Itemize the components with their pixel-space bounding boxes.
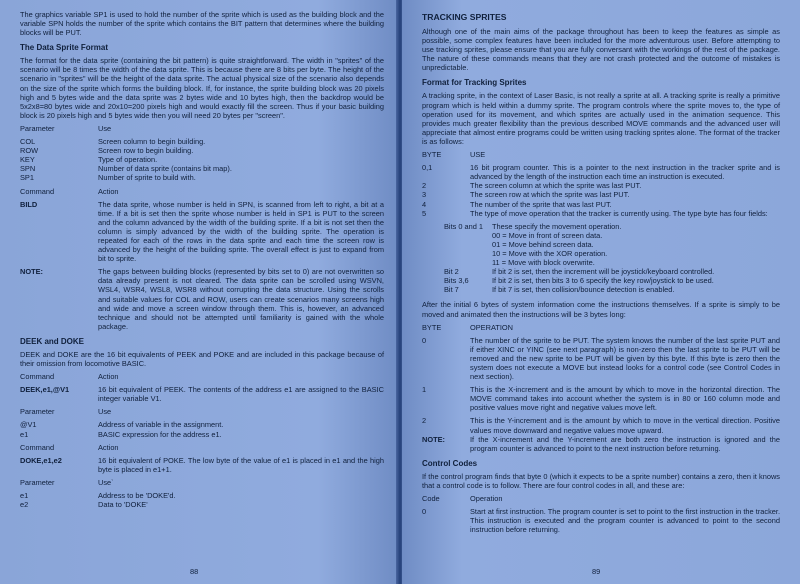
table-row: 2 The screen column at which the sprite was last PUT. xyxy=(422,181,642,191)
doke-command-table xyxy=(20,443,384,474)
col-header: Command xyxy=(20,442,55,452)
code-operation-table xyxy=(422,494,780,534)
list-item: 01 = Move behind screen data. xyxy=(492,239,594,249)
note-text: If the X-increment and the Y-increment are both zero the instruction is ignored and the program counter is advanced to point to the next instruction before returning. xyxy=(470,434,780,453)
table-row xyxy=(20,267,384,331)
deek-doke-text: DEEK and DOKE are the 16 bit equivalents of PEEK and POKE and are included in this package because of their omission from locomotive BASIC. xyxy=(20,349,384,368)
note-label: NOTE: xyxy=(20,267,43,277)
table-row: DOKE,e1,e2 16 bit equivalent of POKE. The low byte of the value of e1 is placed in e1 and the high byte is placed in e1+1. xyxy=(20,455,384,474)
doke-command: DOKE,e1,e2 xyxy=(20,455,62,465)
col-header: USE xyxy=(470,150,486,160)
table-row: 5 The type of move operation that the tracker is currently using. The type byte has four fields: xyxy=(422,208,768,218)
table-row: Bit 2 If bit 2 is set, then the increment will be joystick/keyboard controlled. xyxy=(444,267,715,277)
table-row xyxy=(422,435,780,453)
table-row: 0,1 16 bit program counter. This is a pointer to the next instruction in the tracker sprite and is advanced by the length of the instruction each time an instruction is executed. xyxy=(422,163,780,182)
col-header: BYTE xyxy=(422,322,442,332)
col-header: Action xyxy=(98,372,119,382)
list-item: 10 = Move with the XOR operation. xyxy=(492,248,608,258)
col-header: Use` xyxy=(98,477,114,487)
col-header: Action xyxy=(98,186,119,196)
tracking-sprites-title: TRACKING SPRITES xyxy=(422,12,507,22)
table-row: DEEK,e1,@V1 16 bit equivalent of PEEK. The contents of the address e1 are assigned to the BASIC integer variable V1. xyxy=(20,385,384,404)
left-page xyxy=(0,0,398,584)
control-codes-heading: Control Codes xyxy=(422,458,478,468)
data-sprite-format-heading: The Data Sprite Format xyxy=(20,43,109,53)
right-page xyxy=(402,0,800,584)
col-header: Use xyxy=(98,407,112,417)
deek-command-table xyxy=(20,372,384,403)
table-row: 2 This is the Y-increment and is the amount by which to move in the vertical direction. Positive values move downward and negative values move upward. xyxy=(422,416,780,435)
col-header: OPERATION xyxy=(470,322,513,332)
col-header: Code xyxy=(422,494,440,504)
byte-use-table xyxy=(422,150,780,218)
table-row: Bit 7 If bit 7 is set, then collision/bounce detection is enabled. xyxy=(444,285,675,295)
table-row: 0 Start at first instruction. The program counter is set to point to the first instruction in the tracker. This instruction is executed and the program counter is advanced to point to the second instruction before returning. xyxy=(422,507,780,535)
col-header: Parameter xyxy=(20,123,55,133)
col-header: BYTE xyxy=(422,150,442,160)
table-row: 1 This is the X-increment and is the amount by which to move in the horizontal direction. The MOVE command takes into account whether the system is in 80 or 160 column mode and positive values move right and negative values move left. xyxy=(422,385,780,413)
deek-parameter-table xyxy=(20,407,384,438)
table-row: 0 The number of the sprite to be PUT. The system knows the number of the last sprite PUT and if either XINC or YINC (see next paragraph) is non-zero then the last sprite to be PUT will be removed and the new sprite to be PUT will be given by this byte. If this byte is zero then the system does not execute a MOVE but instead looks for a control code (see Control Codes in next section). xyxy=(422,335,780,382)
table-row: SP1 Number of sprite to build with. xyxy=(20,173,196,183)
tracking-format-heading: Format for Tracking Sprites xyxy=(422,78,527,88)
left-intro: The graphics variable SP1 is used to hold the number of the sprite which is used as the building block and the variable SPN holds the number of the sprite which contains the BIT pattern that determines where the building blocks will be PUT. xyxy=(20,10,384,38)
col-header: Parameter xyxy=(20,477,55,487)
table-row: e1 Address to be 'DOKE'd. xyxy=(20,491,176,501)
note-label: NOTE: xyxy=(422,434,445,444)
table-row: 4 The number of the sprite that was last PUT. xyxy=(422,199,612,209)
table-row: KEY Type of operation. xyxy=(20,155,158,165)
table-row: e1 BASIC expression for the address e1. xyxy=(20,429,222,439)
col-header: Action xyxy=(98,442,119,452)
table-row: @V1 Address of variable in the assignment. xyxy=(20,420,224,430)
table-row: ROW Screen row to begin building. xyxy=(20,146,194,156)
data-sprite-format-text: The format for the data sprite (containing the bit pattern) is quite straightforward. The width in "sprites" of the scenario will be 8 times the width of the data sprite. This is because there are 8 bits per byte. The height of the scenario in "sprites" will be the height of the data sprite. The actual physical size of the scenario also depends on the size of the sprite which forms the building block. If, for instance, the sprite building block was 20 pixels high and 5 bytes wide and the data sprite was 2 bytes wide and 10 bytes high, then the backdrop would be 5x2x8=80 bytes wide and 20x10=200 pixels high and would exactly fill the screen. Thus if your basic building block is 20 pixels high and 5 bytes wide then you will need 20 bytes per "screen". xyxy=(20,56,384,120)
doke-parameter-table xyxy=(20,478,384,509)
tracking-intro: Although one of the main aims of the package throughout has been to keep the features as simple as possible, some complex features have been included for the more adventurous user. Before attempting to use tracking sprites, please ensure that you are fully conversant with the workings of the rest of the package. The nature of these commands means that they are not crash protected and the outcome of mistakes is unpredictable. xyxy=(422,27,780,73)
col-header: Command xyxy=(20,186,55,196)
bild-parameter-table xyxy=(20,124,384,183)
deek-command: DEEK,e1,@V1 xyxy=(20,385,70,395)
note-text: The gaps between building blocks (represented by bits set to 0) are not overwritten so data already present is not cleared. The data sprite can be scrolled using WSVN, WSL4, WSR4, WSL8, WSR8 without corrupting the data structure. Using the scrolls and suitable values for COL and ROW, users can create scenarios many screens high and wide and move a screen window through them. This is, however, an advanced technique and should not be attempted until familiarity is gained with the whole package. xyxy=(98,267,384,331)
list-item: 00 = Move in front of screen data. xyxy=(492,230,603,240)
table-row: 3 The screen row at which the sprite was last PUT. xyxy=(422,190,630,200)
bild-description: The data sprite, whose number is held in SPN, is scanned from left to right, a bit at a time. If a bit is set then the sprite whose number is held in SP1 is PUT to the screen and the column advanced by the width of the building sprite. If a bit is not set then the column is simply advanced by the width of the building sprite. The operation is repeated for each of the rows in the data sprite and each time the screen row is advanced by the height of the building sprite. The overall effect is just to expand from bit to sprite. xyxy=(98,199,384,264)
col-header: Parameter xyxy=(20,407,55,417)
list-item: 11 = Move with block overwrite. xyxy=(492,258,595,268)
bild-command: BILD xyxy=(20,199,38,209)
page-number-right: 89 xyxy=(592,567,601,576)
col-header: Use xyxy=(98,123,112,133)
byte-operation-table xyxy=(422,323,780,453)
type-byte-fields: Bits 0 and 1 These specify the movement operation. 00 = Move in front of screen data. 01 = Move behind screen data. 10 = Move with the XOR operation. 11 = Move with block overwrite. Bit 2 If bit 2 is set, then the increment will be joystick/keyboard controlled. Bits 3,6 If bit 2 is set, then bits 3 to 6 specify the key row/joystick to be used. Bit 7 If bit 7 is set, then collision/bounce detection is enabled. xyxy=(444,222,780,295)
instructions-text: After the initial 6 bytes of system information come the instructions themselves. If a sprite is simply to be moved and animated then the instructions will be 3 bytes long: xyxy=(422,300,780,319)
table-row: Bits 3,6 If bit 2 is set, then bits 3 to 6 specify the key row/joystick to be used. xyxy=(444,276,714,286)
control-codes-text: If the control program finds that byte 0 (which it expects to be a sprite number) contains a zero, then it knows that a control code is to follow. There are four control codes in all, and these are: xyxy=(422,471,780,490)
deek-doke-heading: DEEK and DOKE xyxy=(20,336,85,346)
col-header: Command xyxy=(20,372,55,382)
tracking-format-text: A tracking sprite, in the context of Laser Basic, is not really a sprite at all. A tracking sprite is really a primitive program which is held within a dummy sprite. The program controls where the sprite moves to, the type of operation used for its movement, and which sprites are actually used in the animation sequence. This provides much greater flexibility than the previous described MOVE commands and the advanced user will appreciate that almost entire programs could be written using tracking sprites alone. The format of the tracker is as follows: xyxy=(422,91,780,146)
bild-command-table xyxy=(20,187,384,331)
col-header: Operation xyxy=(470,494,503,504)
table-row xyxy=(20,200,384,264)
table-row: e2 Data to 'DOKE' xyxy=(20,500,148,510)
page-number-left: 88 xyxy=(190,567,199,576)
table-row: SPN Number of data sprite (contains bit map). xyxy=(20,164,232,174)
table-row: COL Screen column to begin building. xyxy=(20,137,206,147)
